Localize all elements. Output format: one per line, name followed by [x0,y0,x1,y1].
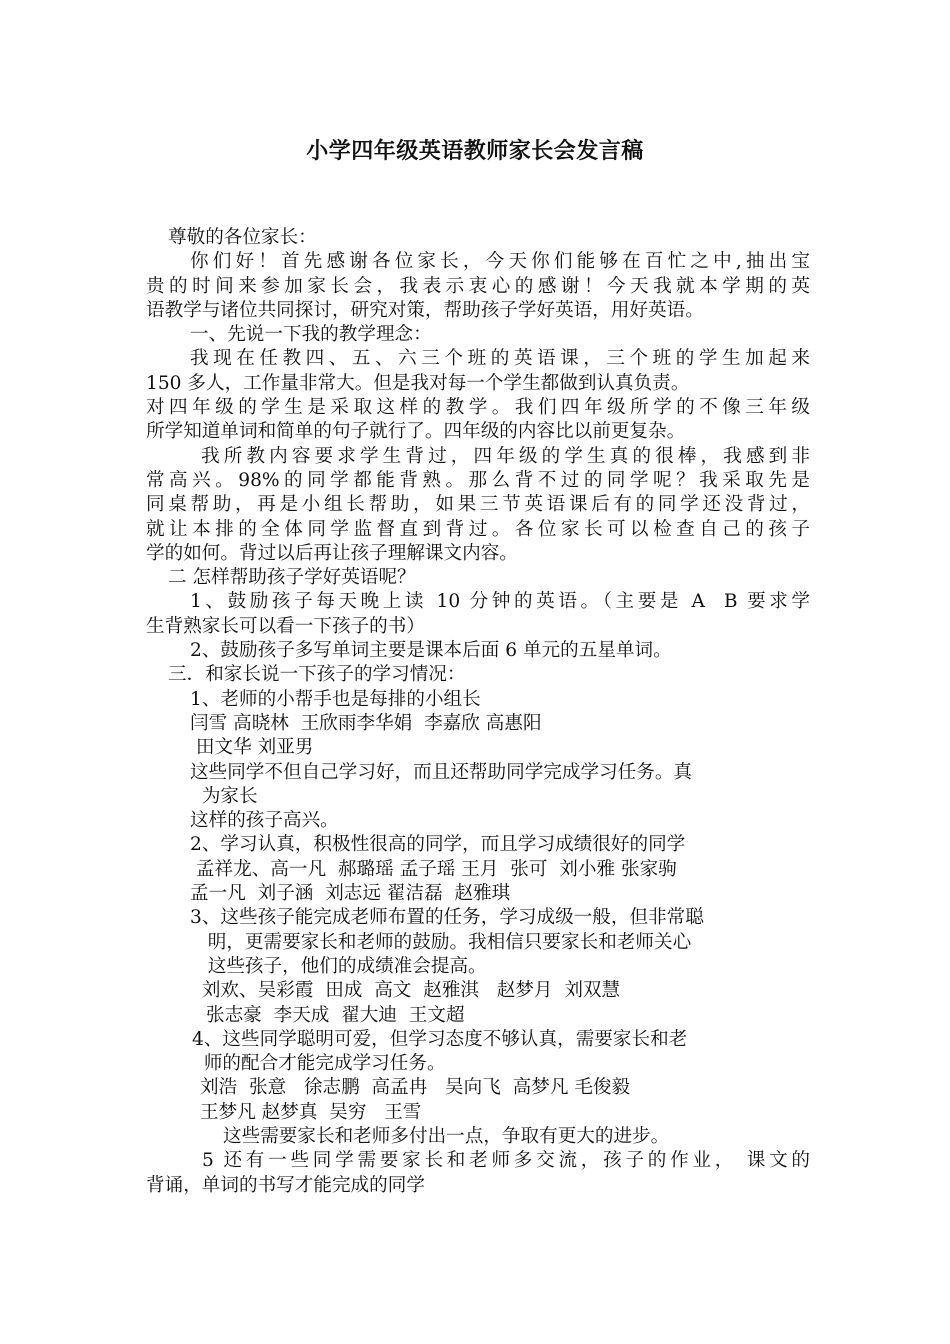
list-item: 明，更需要家长和老师的鼓励。我相信只要家长和老师关心 [190,931,692,953]
paragraph-line: 你们好！首先感谢各位家长，今天你们能够在百忙之中,抽出宝 [190,251,810,273]
name-list: 刘浩 张意 徐志鹏 高孟冉 吴向飞 高梦凡 毛俊毅 [200,1077,631,1099]
paragraph-line: 就让本排的全体同学监督直到背过。各位家长可以检查自己的孩子 [146,518,810,540]
paragraph-line: 这样的孩子高兴。 [190,810,339,832]
name-list: 刘欢、吴彩霞 田成 高文 赵雅淇 赵梦月 刘双慧 [190,980,621,1002]
document-title: 小学四年级英语教师家长会发言稿 [306,139,644,164]
paragraph-line: 同桌帮助，再是小组长帮助，如果三节英语课后有的同学还没背过， [146,494,810,516]
list-item: 5 还有一些同学需要家长和老师多交流，孩子的作业， 课文的 [202,1150,810,1172]
list-item: 这些孩子，他们的成绩准会提高。 [190,955,487,977]
section-heading: 一、先说一下我的教学理念： [190,324,432,346]
paragraph-line: 所学知道单词和简单的句子就行了。四年级的内容比以前更复杂。 [146,421,686,443]
section-heading: 二 怎样帮助孩子学好英语呢？ [168,567,416,589]
list-item: 2、学习认真，积极性很高的同学，而且学习成绩很好的同学 [190,834,686,856]
list-item: 师的配合才能完成学习任务。 [192,1053,446,1075]
paragraph-line: 为家长 [190,785,258,807]
paragraph-line: 这些同学不但自己学习好，而且还帮助同学完成学习任务。真 [190,761,693,783]
paragraph-line: 150 多人，工作量非常大。但是我对每一个学生都做到认真负责。 [146,372,690,394]
list-item: 1、鼓励孩子每天晚上读 10 分钟的英语。（主要是 A B 要求学 [190,591,810,613]
list-item: 2、鼓励孩子多写单词主要是课本后面 6 单元的五星单词。 [190,640,672,662]
list-item: 3、这些孩子能完成老师布置的任务，学习成级一般，但非常聪 [190,907,704,929]
paragraph-line: 常高兴。98%的同学都能背熟。那么背不过的同学呢？我采取先是 [146,469,810,491]
salutation: 尊敬的各位家长： [168,227,317,248]
name-list: 孟一凡 刘子涵 刘志远 翟洁磊 赵雅琪 [190,883,511,905]
name-list: 闫雪 高晓林 王欣雨李华娟 李嘉欣 高惠阳 [190,712,542,734]
paragraph-line: 我现在任教四、五、六三个班的英语课，三个班的学生加起来 [190,348,810,370]
list-item: 4、这些同学聪明可爱，但学习态度不够认真，需要家长和老 [192,1028,688,1050]
list-item: 生背熟家长可以看一下孩子的书） [146,615,425,637]
name-list: 张志豪 李天成 翟大迪 王文超 [206,1004,465,1026]
paragraph-line: 对四年级的学生是采取这样的教学。我们四年级所学的不像三年级 [146,397,810,419]
section-heading: 三．和家长说一下孩子的学习情况： [168,664,466,686]
list-item: 1、老师的小帮手也是每排的小组长 [190,688,481,710]
paragraph-line: 我所教内容要求学生背过，四年级的学生真的很棒，我感到非 [201,445,810,467]
name-list: 田文华 刘亚男 [190,737,314,759]
paragraph-line: 贵的时间来参加家长会，我表示衷心的感谢！今天我就本学期的英 [146,275,810,297]
paragraph-line: 语教学与诸位共同探讨，研究对策，帮助孩子学好英语，用好英语。 [146,299,704,321]
document-body [146,226,810,1198]
paragraph-line: 学的如何。背过以后再让孩子理解课文内容。 [146,542,518,564]
name-list: 王梦凡 赵梦真 吴穷 王雪 [200,1101,422,1123]
paragraph-line: 这些需要家长和老师多付出一点，争取有更大的进步。 [223,1125,670,1147]
list-item: 背诵，单词的书写才能完成的同学 [146,1174,425,1196]
name-list: 孟祥龙、高一凡 郝璐瑶 孟子瑶 王月 张可 刘小雅 张家驹 [190,858,677,880]
